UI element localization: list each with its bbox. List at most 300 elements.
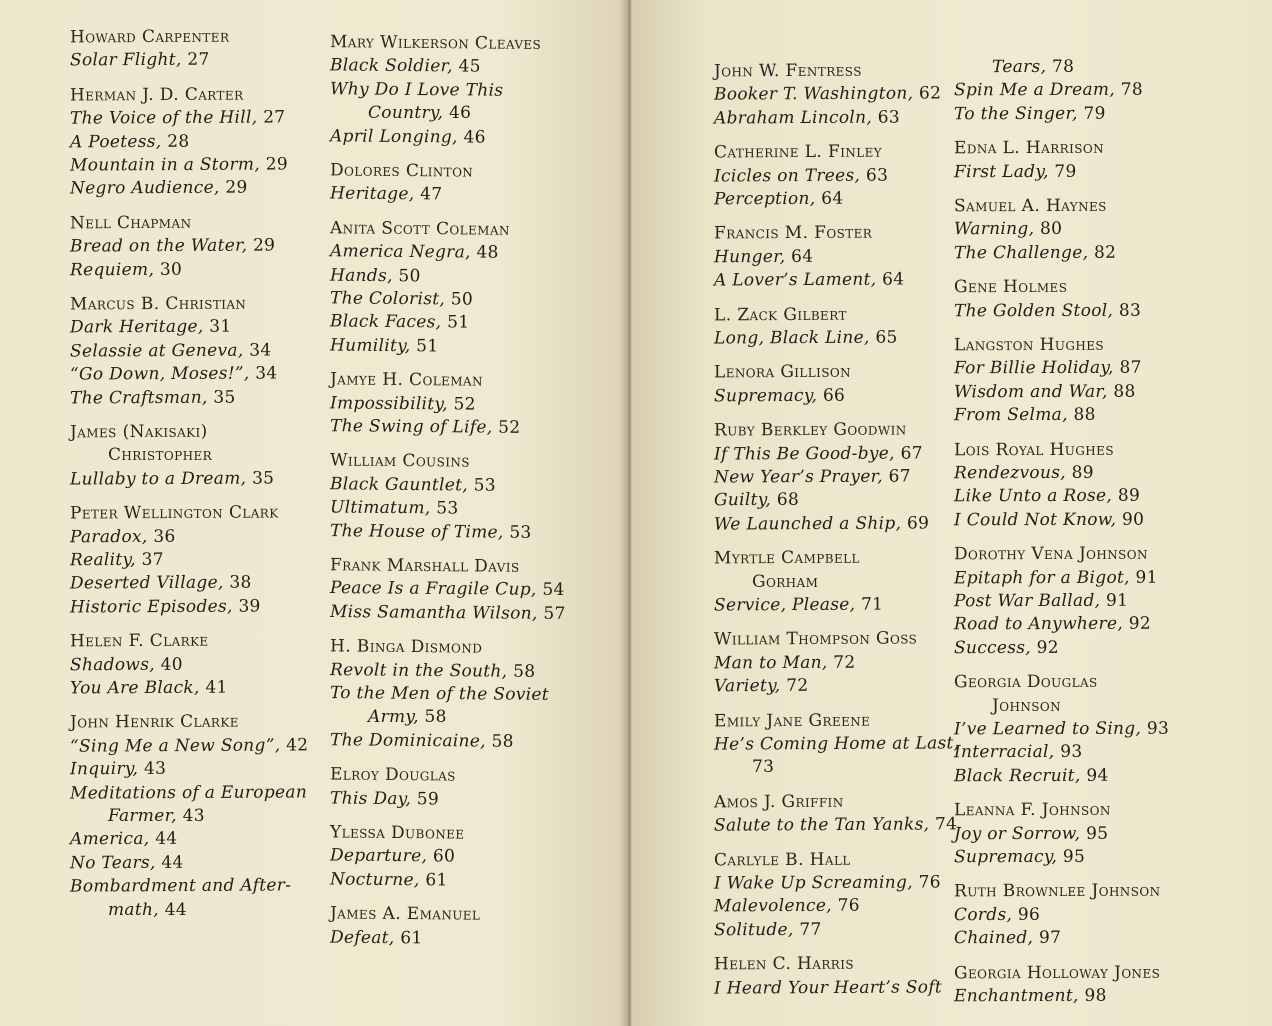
poem-title: Long, Black Line	[713, 327, 865, 349]
poem-title: Hands	[329, 265, 388, 286]
page-number: 29	[265, 154, 289, 175]
poem-entry: Wisdom and War, 88	[953, 381, 1136, 403]
poem-title: Solar Flight	[69, 50, 176, 71]
page-number: 92	[1036, 637, 1059, 658]
author-name-text: John Henrik Clarke	[69, 711, 239, 733]
page-number: 88	[1073, 404, 1096, 426]
poem-title: Requiem	[69, 259, 149, 280]
author-name	[714, 848, 851, 872]
page-number: 71	[860, 594, 884, 615]
poem-entry: America Negra, 48	[329, 241, 499, 263]
author-name	[954, 438, 1114, 462]
poem-title: Black Recruit	[953, 765, 1075, 787]
poem-title: Supremacy	[713, 385, 812, 407]
poem-entry: Chained, 97	[953, 928, 1062, 949]
page-number: 51	[416, 336, 439, 357]
page-number: 31	[209, 316, 232, 338]
poem-entry: Revolt in the South, 58	[329, 659, 536, 682]
author-name	[714, 60, 862, 84]
poem-title: I Could Not Know	[953, 509, 1111, 531]
poem-title: We Launched a Ship	[713, 513, 896, 535]
page-number: 78	[1051, 56, 1075, 77]
poem-title: A Lover’s Lament	[713, 269, 871, 291]
poem-title: Heritage	[329, 183, 409, 205]
author-name	[330, 369, 483, 393]
author-name-text: Samuel A. Haynes	[953, 195, 1107, 217]
left-page	[0, 0, 626, 1026]
author-name	[714, 547, 860, 571]
poem-entry: Black Recruit, 94	[953, 765, 1109, 787]
page-number: 93	[1060, 742, 1083, 763]
poem-title: Epitaph for a Bigot	[953, 567, 1125, 588]
author-name-text: Leanna F. Johnson	[953, 799, 1111, 821]
poem-title: Solitude	[713, 919, 788, 941]
page-number: 74	[934, 814, 958, 835]
poem-title: Success	[953, 637, 1026, 658]
poem-entry: Variety, 72	[713, 675, 809, 697]
page-number: 41	[205, 677, 228, 698]
poem-entry: Solitude, 77	[713, 919, 822, 941]
page-number: 76	[918, 872, 941, 893]
author-name-text: Ylessa Dubonee	[329, 822, 465, 844]
poem-entry: Nocturne, 61	[329, 869, 448, 891]
poem-entry: Abraham Lincoln, 63	[713, 107, 901, 129]
poem-title: Revolt in the South	[329, 659, 502, 682]
poem-entry: Guilty, 68	[713, 490, 800, 511]
poem-title: Chained	[953, 928, 1028, 949]
poem-title: Lullaby to a Dream	[69, 468, 241, 490]
poem-entry: The Challenge, 82	[953, 242, 1117, 264]
poem-title: To the Men of the Soviet	[329, 683, 550, 705]
poem-title: Wisdom and War	[953, 381, 1102, 403]
author-name	[330, 159, 473, 183]
page-number: 66	[822, 385, 846, 406]
poem-title: Paradox	[69, 526, 142, 547]
page-number: 87	[1119, 358, 1142, 379]
poem-entry: New Year’s Prayer, 67	[713, 466, 911, 488]
poem-title: A Poetess	[69, 131, 156, 152]
poem-entry: Black Soldier, 45	[329, 55, 481, 78]
poem-title-continued: math	[108, 899, 154, 920]
page-number: 36	[153, 526, 176, 547]
poem-entry: Selassie at Geneva, 34	[69, 340, 272, 362]
page-number: 29	[252, 235, 276, 256]
page-number: 46	[463, 127, 486, 148]
poem-entry: Solar Flight, 27	[69, 50, 210, 71]
poem-title: Supremacy	[953, 846, 1052, 868]
page-number: 67	[900, 443, 923, 464]
author-name-text: Jamye H. Coleman	[329, 369, 484, 391]
poem-title: Dark Heritage	[69, 317, 198, 338]
page-number: 68	[776, 490, 800, 511]
page-number: 51	[447, 312, 470, 333]
poem-entry: Rendezvous, 89	[953, 462, 1094, 484]
poem-entry: Cords, 96	[953, 904, 1041, 925]
author-name-text: Ruby Berkley Goodwin	[713, 419, 907, 441]
poem-entry: Interracial, 93	[953, 742, 1083, 763]
page-number: 37	[141, 549, 164, 570]
poem-entry: Supremacy, 66	[713, 385, 846, 407]
poem-entry: Enchantment, 98	[953, 985, 1107, 1007]
poem-entry: Negro Audience, 29	[69, 177, 248, 199]
author-name	[954, 334, 1104, 357]
poem-entry: Supremacy, 95	[953, 846, 1086, 868]
author-name-text: L. Zack Gilbert	[713, 304, 847, 325]
poem-entry: Humility, 51	[329, 335, 439, 357]
poem-title: Post War Ballad	[953, 590, 1095, 612]
poem-entry: Salute to the Tan Yanks, 74	[713, 814, 958, 836]
poem-title: Impossibility	[329, 392, 443, 414]
author-name-text: Nell Chapman	[69, 212, 192, 234]
poem-title: Enchantment	[953, 985, 1074, 1007]
poem-entry: Bread on the Water, 29	[69, 235, 276, 257]
poem-title: Ultimatum	[329, 497, 425, 519]
poem-entry	[330, 78, 503, 103]
poem-title-continued: Army	[368, 707, 414, 728]
page-number: 53	[473, 475, 497, 496]
poem-entry: A Lover’s Lament, 64	[713, 269, 905, 291]
author-name	[714, 790, 844, 814]
page-number: 79	[1083, 103, 1106, 124]
poem-entry: This Day, 59	[329, 788, 440, 810]
author-name	[954, 880, 1161, 904]
author-name	[330, 903, 481, 927]
poem-title: The Swing of Life	[329, 416, 487, 438]
page-number: 39	[238, 596, 261, 617]
poem-title: Selassie at Geneva	[69, 340, 238, 362]
poem-entry: Defeat, 61	[329, 927, 423, 948]
poem-entry: The Swing of Life, 52	[329, 416, 521, 438]
author-name-text: Helen F. Clarke	[69, 630, 209, 652]
page-number: 77	[799, 919, 822, 940]
poem-entry: No Tears, 44	[69, 852, 184, 874]
author-name-text: Georgia Holloway Jones	[953, 962, 1161, 983]
page-number: 92	[1128, 614, 1151, 635]
page-number: 91	[1106, 590, 1129, 611]
page-number: 61	[425, 870, 448, 891]
poem-entry-continued: math, 44	[108, 899, 187, 920]
poem-entry: “Go Down, Moses!”, 34	[69, 363, 278, 385]
author-name	[70, 711, 239, 735]
poem-title: Guilty	[713, 490, 766, 511]
poem-entry: I Wake Up Screaming, 76	[713, 872, 941, 894]
author-name-text: William Thompson Goss	[713, 628, 918, 650]
poem-entry: The Colorist, 50	[329, 288, 474, 310]
poem-title: Man to Man	[713, 652, 822, 674]
poem-title: The Voice of the Hill	[69, 107, 252, 129]
poem-title: Inquiry	[69, 759, 133, 780]
poem-title: Humility	[329, 335, 405, 356]
author-name	[70, 211, 192, 235]
page-number: 60	[432, 846, 456, 867]
page-number: 50	[398, 265, 421, 286]
author-name	[954, 961, 1160, 985]
poem-title: Black Soldier	[329, 55, 448, 77]
page-number: 44	[161, 852, 184, 873]
poem-entry: America, 44	[69, 829, 178, 850]
poem-entry: Epitaph for a Bigot, 91	[953, 567, 1158, 588]
poem-title: April Longing	[329, 125, 453, 147]
page-number: 64	[821, 188, 844, 209]
poem-entry: “Sing Me a New Song”, 42	[69, 735, 309, 757]
poem-entry-continued	[714, 756, 774, 780]
poem-title: Negro Audience	[69, 178, 214, 199]
poem-title: Departure	[329, 845, 422, 867]
author-name-text: Lois Royal Hughes	[953, 439, 1114, 460]
poem-entry: Lullaby to a Dream, 35	[69, 468, 275, 490]
page-number: 57	[543, 603, 566, 624]
poem-entry: Black Faces, 51	[329, 311, 470, 333]
poem-title: Why Do I Love This	[329, 79, 504, 101]
poem-title: I Heard Your Heart’s Soft	[713, 976, 943, 999]
poem-entry: Booker T. Washington, 62	[713, 83, 942, 105]
author-name-text: Marcus B. Christian	[69, 293, 247, 315]
poem-entry-continued: Country, 46	[368, 103, 472, 124]
poem-entry: Road to Anywhere, 92	[953, 614, 1151, 635]
poem-entry: A Poetess, 28	[69, 131, 190, 152]
author-name-text: Lenora Gillison	[713, 362, 852, 383]
page-number: 93	[1146, 718, 1170, 739]
poem-title: The Golden Stool	[953, 300, 1108, 321]
poem-entry: Deserted Village, 38	[69, 572, 252, 594]
poem-title: Hunger	[713, 246, 780, 268]
poem-title: America	[69, 829, 144, 850]
poem-title: Peace Is a Fragile Cup	[329, 578, 532, 601]
page-number: 98	[1084, 985, 1107, 1006]
poem-entry	[70, 875, 291, 900]
poem-entry: The House of Time, 53	[329, 520, 532, 543]
author-name-text: Gene Holmes	[953, 277, 1068, 298]
poem-title: This Day	[329, 788, 406, 809]
poem-entry: Like Unto a Rose, 89	[953, 486, 1141, 507]
page-number: 73	[752, 757, 775, 778]
poem-entry: Miss Samantha Wilson, 57	[329, 601, 566, 624]
poem-title: Malevolence	[713, 896, 827, 917]
page-number: 58	[491, 731, 514, 752]
page-number: 67	[888, 466, 911, 487]
author-name-text: Anita Scott Coleman	[329, 218, 510, 240]
author-name-text: Amos J. Griffin	[713, 791, 844, 813]
page-number: 89	[1071, 462, 1094, 483]
poem-title: Miss Samantha Wilson	[329, 601, 533, 624]
page-number: 42	[286, 735, 309, 756]
poem-entry: For Billie Holiday, 87	[953, 358, 1142, 379]
poem-entry: Peace Is a Fragile Cup, 54	[329, 578, 565, 601]
poem-title: Joy or Sorrow	[953, 823, 1075, 844]
author-name	[330, 636, 482, 660]
poem-title: “Sing Me a New Song”	[69, 735, 275, 757]
page-number: 35	[213, 387, 236, 408]
poem-title: Spin Me a Dream	[953, 80, 1110, 101]
poem-title: From Selma	[953, 405, 1063, 426]
poem-entry-continued: Army, 58	[368, 707, 447, 728]
page-number: 34	[249, 340, 272, 361]
author-name	[714, 222, 872, 246]
author-name	[330, 554, 520, 579]
page-number: 89	[1117, 486, 1141, 507]
page-number: 63	[877, 107, 901, 128]
page-number: 53	[436, 498, 459, 519]
page-number: 53	[509, 522, 532, 543]
author-name	[714, 361, 851, 385]
page-number: 34	[255, 363, 278, 384]
poem-entry: Heritage, 47	[329, 183, 443, 205]
page-number: 52	[498, 417, 521, 438]
poem-title: Perception	[713, 188, 810, 210]
poem-entry	[714, 976, 942, 1001]
author-name	[70, 83, 244, 107]
page-number: 48	[476, 242, 499, 263]
page-number: 45	[458, 56, 481, 78]
page-number: 97	[1038, 928, 1062, 949]
poem-title: If This Be Good-bye	[713, 443, 890, 465]
poem-entry: Long, Black Line, 65	[713, 327, 898, 349]
poem-entry: Hands, 50	[329, 265, 421, 286]
poem-entry: Tears, 78	[991, 56, 1075, 78]
page-number: 38	[229, 572, 252, 594]
poem-title: Nocturne	[329, 869, 415, 891]
poem-title: New Year’s Prayer	[713, 466, 878, 488]
poem-entry: Inquiry, 43	[69, 758, 167, 780]
author-name-text: Myrtle Campbell	[713, 547, 860, 569]
poem-title: He’s Coming Home at Last,	[713, 733, 960, 755]
poem-entry: Spin Me a Dream, 78	[953, 80, 1143, 101]
poem-title: Reality	[69, 549, 131, 571]
poem-entry: Man to Man, 72	[713, 652, 856, 674]
poem-entry: Post War Ballad, 91	[953, 590, 1129, 612]
poem-title: America Negra	[329, 241, 466, 263]
page-number: 72	[786, 675, 809, 697]
page-number: 59	[416, 788, 440, 810]
poem-title: Icicles on Trees	[713, 165, 855, 187]
poem-entry: Shadows, 40	[69, 654, 183, 675]
author-name-text: Catherine L. Finley	[713, 141, 883, 163]
page-number: 62	[918, 83, 942, 104]
poem-title: Abraham Lincoln	[713, 107, 867, 129]
author-name	[954, 543, 1148, 567]
poem-title: Bombardment and After-	[69, 875, 292, 897]
page-number: 29	[225, 177, 248, 199]
author-name	[330, 31, 541, 56]
poem-title: The Dominicaine	[329, 730, 481, 752]
author-name	[714, 141, 882, 165]
author-name	[954, 195, 1107, 218]
page-number: 76	[837, 896, 860, 917]
author-name-text: Ruth Brownlee Johnson	[953, 881, 1161, 902]
poem-title: Cords	[953, 904, 1007, 925]
page-number: 46	[448, 103, 472, 124]
poem-title: Salute to the Tan Yanks	[713, 814, 924, 836]
poem-title: Like Unto a Rose	[953, 486, 1107, 507]
author-name-text: Francis M. Foster	[713, 222, 873, 244]
poem-title: Mountain in a Storm	[69, 154, 255, 176]
author-name-continued: Gorham	[752, 571, 819, 592]
poem-entry: Hunger, 64	[713, 246, 814, 268]
poem-entry-continued: Farmer, 43	[108, 806, 205, 826]
author-name	[714, 628, 917, 652]
author-name	[330, 217, 510, 242]
author-name	[954, 137, 1104, 160]
page-number: 50	[450, 289, 474, 310]
page-number: 83	[1118, 300, 1142, 321]
page-number: 61	[400, 927, 423, 948]
poem-entry: We Launched a Ship, 69	[713, 513, 930, 535]
poem-title: Road to Anywhere	[953, 614, 1118, 635]
page-number: 54	[542, 580, 565, 601]
page-number: 95	[1062, 846, 1086, 867]
author-name-continued: Christopher	[108, 445, 213, 466]
author-name-text: Langston Hughes	[953, 334, 1105, 356]
poem-entry: From Selma, 88	[953, 404, 1096, 426]
author-name-text: Peter Wellington Clark	[69, 502, 279, 524]
author-name-text: Frank Marshall Davis	[329, 555, 520, 577]
poem-entry: Icicles on Trees, 63	[713, 165, 889, 187]
author-name	[70, 26, 229, 50]
author-name-continued: Johnson	[992, 695, 1061, 716]
poem-title: Black Gauntlet	[329, 474, 463, 496]
page-number: 35	[251, 468, 275, 489]
author-name	[70, 502, 279, 526]
page-number: 43	[143, 758, 167, 780]
poem-entry: April Longing, 46	[329, 125, 486, 148]
poem-title: The Colorist	[329, 288, 440, 310]
author-name-text: Mary Wilkerson Cleaves	[329, 32, 542, 54]
page-number: 82	[1093, 242, 1117, 263]
author-name-text: H. Binga Dismond	[329, 636, 483, 658]
poem-title: Shadows	[69, 654, 150, 675]
poem-title-continued: Country	[368, 103, 438, 124]
poem-entry: Black Gauntlet, 53	[329, 474, 497, 496]
author-name	[70, 421, 208, 445]
page-number: 96	[1017, 904, 1041, 925]
poem-title: I Wake Up Screaming	[713, 872, 908, 894]
poem-entry: Requiem, 30	[69, 259, 183, 280]
poem-entry: Impossibility, 52	[329, 392, 476, 415]
poem-title: Interracial	[953, 742, 1049, 763]
poem-entry: Warning, 80	[953, 219, 1063, 240]
page-number: 40	[160, 654, 183, 675]
poem-entry: To the Singer, 79	[953, 103, 1106, 125]
poem-entry: Dark Heritage, 31	[69, 316, 232, 338]
author-name-text: Helen C. Harris	[713, 953, 855, 975]
page-number: 43	[182, 806, 205, 826]
poem-entry	[330, 682, 549, 707]
page-number: 95	[1086, 823, 1109, 844]
page-number: 79	[1054, 161, 1077, 182]
poem-entry: Ultimatum, 53	[329, 497, 459, 519]
page-number: 44	[164, 899, 187, 920]
author-name	[954, 276, 1067, 299]
page-number: 72	[833, 652, 856, 673]
poem-entry: Mountain in a Storm, 29	[69, 154, 289, 176]
page-number: 27	[263, 107, 286, 128]
poem-entry: The Craftsman, 35	[69, 387, 236, 409]
page-number: 58	[424, 707, 447, 728]
page-number: 52	[453, 394, 476, 415]
page-number: 63	[865, 165, 889, 186]
author-name	[330, 764, 456, 788]
poem-title: Booker T. Washington	[713, 83, 908, 105]
poem-entry: You Are Black, 41	[69, 677, 228, 699]
page-number: 28	[167, 131, 190, 152]
poem-title: Service, Please	[713, 594, 850, 616]
page-number: 64	[882, 269, 905, 290]
author-name-text: James (Nakisaki)	[69, 421, 208, 443]
poem-title: The Craftsman	[69, 387, 203, 409]
poem-entry: Paradox, 36	[69, 526, 176, 547]
poem-entry: The Golden Stool, 83	[953, 300, 1142, 321]
poem-entry: Historic Episodes, 39	[69, 596, 261, 618]
